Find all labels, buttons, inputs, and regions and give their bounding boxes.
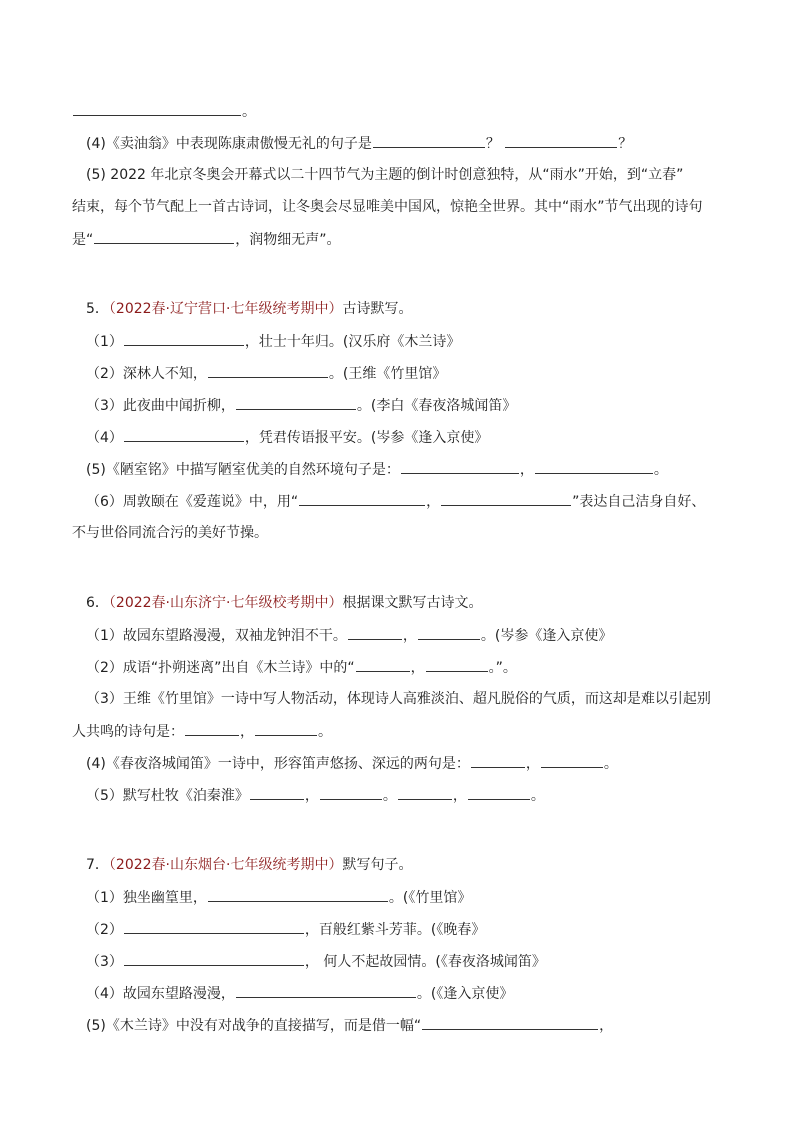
question-item: （1）独坐幽篁里， 。(《竹里馆》: [86, 886, 471, 908]
answer-blank[interactable]: [124, 426, 244, 442]
question-item: （1）故园东望路漫漫，双袖龙钟泪不干。 ， 。(岑参《逢入京使》: [86, 624, 612, 646]
question-item: (4)《春夜洛城闻笛》一诗中，形容笛声悠扬、深远的两句是： ， 。: [86, 752, 618, 774]
question-heading: 6．（2022春·山东济宁·七年级校考期中）根据课文默写古诗文。: [86, 595, 483, 611]
answer-blank[interactable]: [535, 458, 653, 474]
answer-blank[interactable]: [422, 1014, 598, 1030]
question-source: （2022春·辽宁营口·七年级统考期中）: [108, 301, 343, 317]
answer-blank[interactable]: [541, 752, 603, 768]
answer-blank[interactable]: [348, 624, 402, 640]
question-item: （2）深林人不知， 。(王维《竹里馆》: [86, 362, 446, 384]
question-item: （2） ，百般红紫斗芳菲。(《晚春》: [86, 918, 485, 940]
question-heading: 5．（2022春·辽宁营口·七年级统考期中）古诗默写。: [86, 301, 413, 317]
answer-blank[interactable]: [471, 752, 525, 768]
question-item: （6）周敦颐在《爱莲说》中，用“ ， ”表达自己洁身自好、: [86, 490, 705, 512]
answer-blank[interactable]: [255, 720, 317, 736]
answer-blank[interactable]: [185, 720, 239, 736]
answer-blank[interactable]: [236, 394, 356, 410]
question-item: （3） ， 何人不起故园情。(《春夜洛城闻笛》: [86, 950, 546, 972]
answer-blank[interactable]: [124, 330, 244, 346]
question-source: （2022春·山东烟台·七年级统考期中）: [108, 857, 343, 873]
answer-blank[interactable]: [468, 784, 530, 800]
answer-blank[interactable]: [94, 228, 234, 244]
answer-blank[interactable]: [208, 886, 388, 902]
question-item: （3）此夜曲中闻折柳， 。(李白《春夜洛城闻笛》: [86, 394, 516, 416]
answer-line: 。: [72, 100, 256, 122]
answer-blank[interactable]: [236, 982, 416, 998]
answer-blank[interactable]: [124, 950, 304, 966]
question-item: （4）故园东望路漫漫， 。(《逢入京使》: [86, 982, 513, 1004]
question-heading: 7．（2022春·山东烟台·七年级统考期中）默写句子。: [86, 857, 413, 873]
answer-blank[interactable]: [505, 132, 617, 148]
answer-blank[interactable]: [441, 490, 571, 506]
question-source: （2022春·山东济宁·七年级校考期中）: [108, 595, 343, 611]
question-item: 人共鸣的诗句是： ， 。: [72, 720, 332, 742]
question-item: 是“ ，润物细无声”。: [72, 228, 341, 250]
answer-blank[interactable]: [356, 656, 410, 672]
question-item-text: (5) 2022 年北京冬奥会开幕式以二十四节气为主题的倒计时创意独特，从“雨水”开始，到“立春”: [86, 167, 684, 183]
answer-blank[interactable]: [320, 784, 382, 800]
question-item: (5)《木兰诗》中没有对战争的直接描写，而是借一幅“ ，: [86, 1014, 613, 1036]
answer-blank[interactable]: [124, 918, 304, 934]
answer-blank[interactable]: [418, 624, 480, 640]
answer-blank[interactable]: [401, 458, 519, 474]
answer-blank[interactable]: [426, 656, 488, 672]
question-item-text: 不与世俗同流合污的美好节操。: [72, 525, 268, 541]
question-item: （5）默写杜牧《泊秦淮》 ， 。 ， 。: [86, 784, 545, 806]
question-item: (5)《陋室铭》中描写陋室优美的自然环境句子是： ， 。: [86, 458, 668, 480]
answer-blank[interactable]: [208, 362, 328, 378]
question-item: （2）成语“扑朔迷离”出自《木兰诗》中的“ ， 。”。: [86, 656, 517, 678]
question-item: （4） ，凭君传语报平安。(岑参《逢入京使》: [86, 426, 488, 448]
answer-blank[interactable]: [73, 100, 241, 116]
answer-blank[interactable]: [373, 132, 485, 148]
answer-blank[interactable]: [398, 784, 452, 800]
question-item-text: （3）王维《竹里馆》一诗中写人物活动，体现诗人高雅淡泊、超凡脱俗的气质，而这却是难以引起别: [86, 691, 711, 707]
question-item-text: 结束，每个节气配上一首古诗词，让冬奥会尽显唯美中国风，惊艳全世界。其中“雨水”节气出现的诗句: [72, 199, 703, 215]
answer-blank[interactable]: [299, 490, 425, 506]
question-item: （1） ，壮士十年归。(汉乐府《木兰诗》: [86, 330, 460, 352]
answer-blank[interactable]: [250, 784, 304, 800]
question-item: (4)《卖油翁》中表现陈康肃傲慢无礼的句子是 ？ ？: [86, 132, 632, 154]
